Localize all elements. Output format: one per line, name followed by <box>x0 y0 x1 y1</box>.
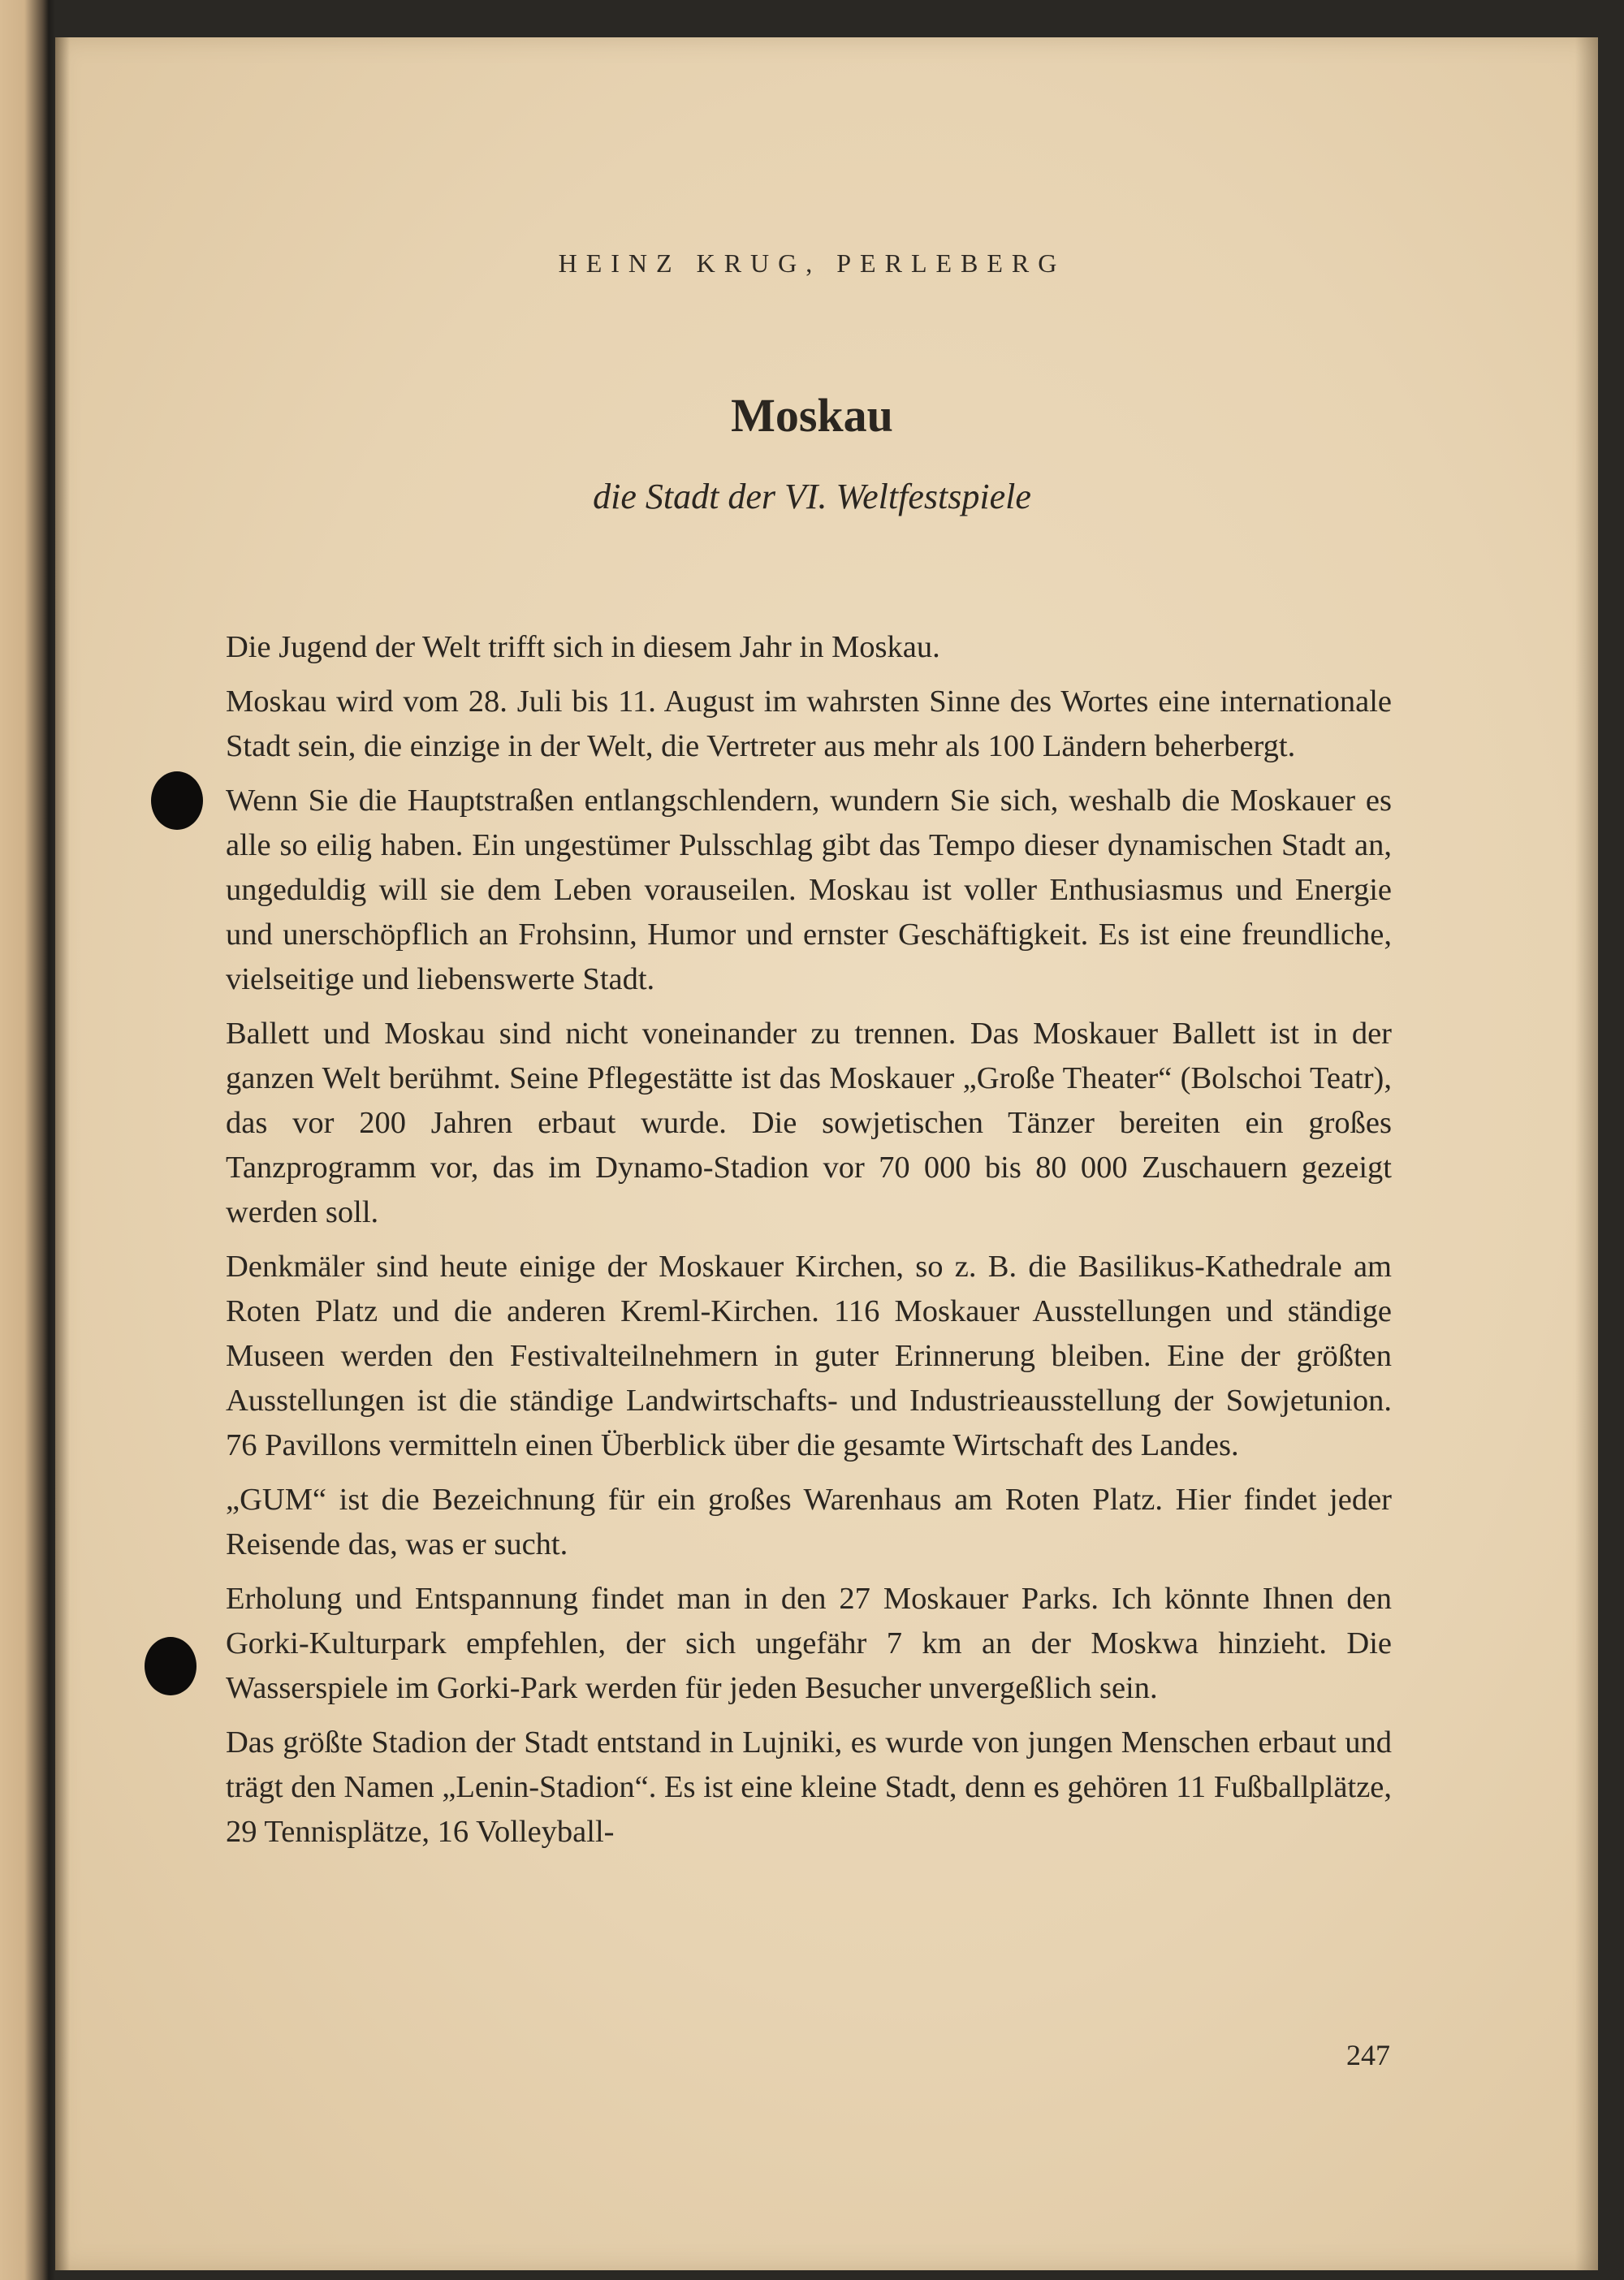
page-edge-shadow <box>1575 37 1598 2270</box>
paragraph: Wenn Sie die Hauptstraßen entlangschlendern, wundern Sie sich, weshalb die Moskauer es alle so eilig haben. Ein ungestümer Pulsschlag gibt das Tempo dieser dynamischen Stadt an, ungeduldig will sie dem Leben vorauseilen. Moskau ist voller Enthusiasmus und Energie und unerschöpflich an Frohsinn, Humor und ernster Geschäftigkeit. Es ist eine freundliche, vielseitige und liebenswerte Stadt. <box>226 784 1392 996</box>
page-subtitle: die Stadt der VI. Weltfestspiele <box>593 477 1031 516</box>
article-body <box>226 625 1392 1864</box>
scan-left-edge <box>0 0 55 2280</box>
page-title: Moskau <box>731 389 893 442</box>
page-number: 247 <box>1346 2039 1390 2071</box>
paragraph: „GUM“ ist die Bezeichnung für ein großes Warenhaus am Roten Platz. Hier findet jeder Reisende das, was er sucht. <box>226 1483 1392 1561</box>
paragraph: Denkmäler sind heute einige der Moskauer Kirchen, so z. B. die Basilikus-Kathedrale am Roten Platz und die anderen Kreml-Kirchen. 116 Moskauer Ausstellungen und ständige Museen werden den Festivalteilnehmern in guter Erinnerung bleiben. Eine der größten Ausstellungen ist die ständige Landwirtschafts- und Industrieausstellung der Sowjetunion. 76 Pavillons vermitteln einen Überblick über die gesamte Wirtschaft des Landes. <box>226 1250 1392 1462</box>
author-line: HEINZ KRUG, PERLEBERG <box>558 248 1066 278</box>
paragraph: Moskau wird vom 28. Juli bis 11. August im wahrsten Sinne des Wortes eine internationale Stadt sein, die einzige in der Welt, die Vertreter aus mehr als 100 Ländern beherbergt. <box>226 684 1392 763</box>
punch-hole-bottom <box>145 1637 197 1695</box>
paragraph: Ballett und Moskau sind nicht voneinander zu trennen. Das Moskauer Ballett ist in der ganzen Welt berühmt. Seine Pflegestätte ist das Moskauer „Große Theater“ (Bolschoi Teatr), das vor 200 Jahren erbaut wurde. Die sowjetischen Tänzer bereiten ein großes Tanzprogramm vor, das im Dynamo-Stadion vor 70 000 bis 80 000 Zuschauern gezeigt werden soll. <box>226 1017 1392 1229</box>
paragraph: Die Jugend der Welt trifft sich in diesem Jahr in Moskau. <box>226 630 940 664</box>
paragraph: Erholung und Entspannung findet man in den 27 Moskauer Parks. Ich könnte Ihnen den Gorki-Kulturpark empfehlen, der sich ungefähr 7 km an der Moskwa hinzieht. Die Wasserspiele im Gorki-Park werden für jeden Besucher unvergeßlich sein. <box>226 1582 1392 1705</box>
page-binding-shadow <box>55 37 70 2270</box>
punch-hole-top <box>151 771 203 830</box>
paragraph: Das größte Stadion der Stadt entstand in Lujniki, es wurde von jungen Menschen erbaut und trägt den Namen „Lenin-Stadion“. Es ist eine kleine Stadt, denn es gehören 11 Fußballplätze, 29 Tennisplätze, 16 Volleyball- <box>226 1725 1392 1849</box>
